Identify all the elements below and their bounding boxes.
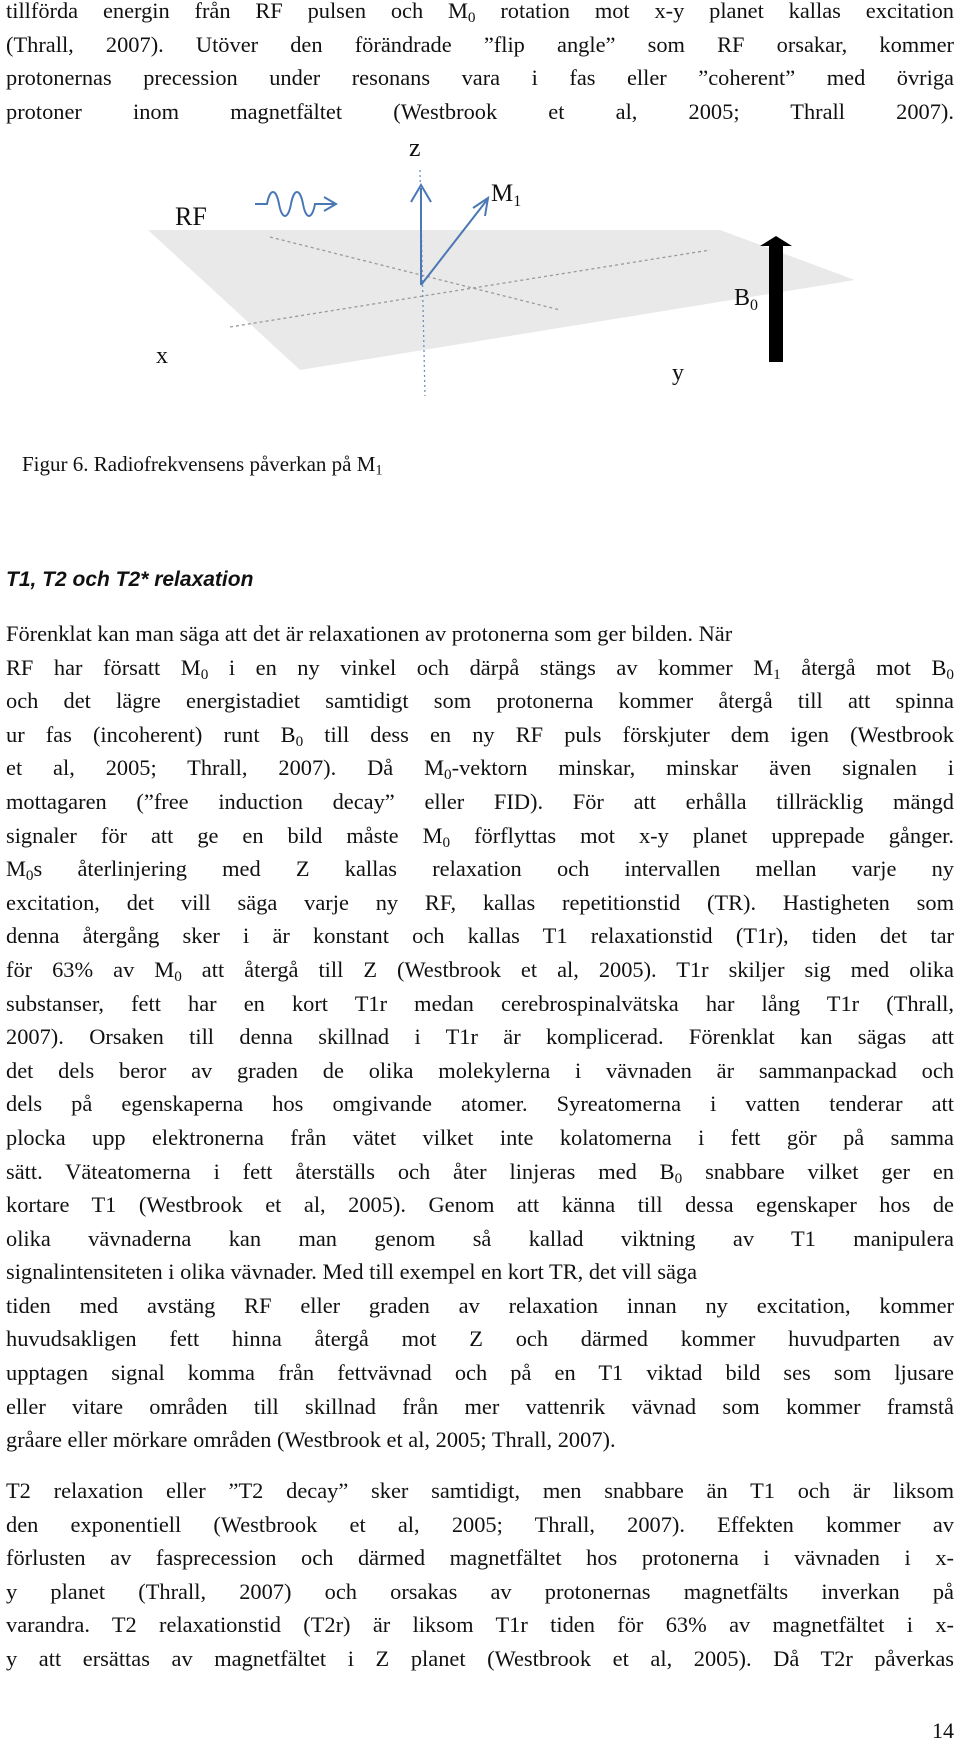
text-line: varandra. T2 relaxationstid (T2r) är liksom T1r tiden för 63% av magnetfältet i x- xyxy=(6,1612,954,1638)
text-line: signaler för att ge en bild måste $M_0$ förflyttas mot x-y planet upprepade gånger. xyxy=(6,822,954,851)
label-b0-sub: 0 xyxy=(750,297,759,314)
label-y: y xyxy=(672,360,684,386)
figure-rf-diagram xyxy=(0,130,960,420)
b0-arrowhead xyxy=(760,236,792,246)
label-m1: $M_1$ xyxy=(491,180,522,210)
text-line: 2007). Orsaken till denna skillnad i T1r är komplicerad. Förenklat kan sägas att xyxy=(6,1024,954,1050)
text-line: excitation, det vill säga varje ny RF, kallas repetitionstid (TR). Hastigheten som xyxy=(6,889,954,915)
text-line: Förenklat kan man säga att det är relaxationen av protonerna som ger bilden. När xyxy=(6,621,733,646)
text-line: $M_0s$ återlinjering med Z kallas relaxation och intervallen mellan varje ny xyxy=(6,856,954,884)
text-line: et al, 2005; Thrall, 2007). Då $M_0$-vektorn minskar, minskar även signalen i xyxy=(6,755,954,784)
subscript: 0 xyxy=(444,766,452,784)
subscript: 0 xyxy=(674,1169,683,1187)
label-z: z xyxy=(409,133,421,162)
subscript: 0 xyxy=(946,665,955,683)
text-line: signalintensiteten i olika vävnader. Med till exempel en kort TR, det vill säga xyxy=(6,1259,698,1285)
text-line: eller vitare områden till skillnad från mer vattenrik vävnad som kommer framstå xyxy=(6,1393,954,1419)
paragraph-t2 xyxy=(6,1474,954,1676)
paragraph-relaxation xyxy=(6,617,954,1457)
text-line: huvudsakligen fett hinna återgå mot Z och därmed kommer huvudparten av xyxy=(6,1326,954,1352)
figure-caption: Figur 6. Radiofrekvensens påverkan på $M_1$ xyxy=(22,452,383,479)
text-line: olika vävnaderna kan man genom så kallad viktning av T1 manipulera xyxy=(6,1225,954,1251)
subscript: 0 xyxy=(174,967,182,985)
text-line: ur fas (incoherent) runt $B_0$ till dess en ny RF puls förskjuter dem igen (Westbrook xyxy=(6,721,954,750)
subscript: 0 xyxy=(200,665,209,683)
rf-wave-icon xyxy=(255,192,335,216)
text-line: sätt. Väteatomerna i fett återställs och åter linjeras med $B_0$ snabbare vilket ger en xyxy=(6,1158,954,1187)
text-line: y att ersättas av magnetfältet i Z planet (Westbrook et al, 2005). Då T2r påverkas xyxy=(6,1645,954,1671)
subscript: 1 xyxy=(773,665,781,683)
page-number: 14 xyxy=(932,1718,954,1743)
label-rf: RF xyxy=(175,202,207,231)
label-b0: $B_0$ xyxy=(734,285,759,314)
paragraph-intro xyxy=(6,0,954,128)
subscript: 0 xyxy=(25,866,34,884)
text-line: dels på egenskaperna hos omgivande atomer. Syreatomerna i vatten tenderar att xyxy=(6,1091,954,1117)
text-line: och det lägre energistadiet samtidigt som protonerna kommer återgå till att spinna xyxy=(6,688,954,714)
text-line: upptagen signal komma från fettvävnad och på en T1 viktad bild ses som ljusare xyxy=(6,1360,954,1386)
label-m1-sub: 1 xyxy=(513,193,522,210)
text-line: den exponentiell (Westbrook et al, 2005; Thrall, 2007). Effekten kommer av xyxy=(6,1511,954,1537)
text-line: y planet (Thrall, 2007) och orsakas av protonernas magnetfälts inverkan på xyxy=(6,1578,954,1604)
subscript: 0 xyxy=(442,833,451,851)
text-line: substanser, fett har en kort T1r medan cerebrospinalvätska har lång T1r (Thrall, xyxy=(6,990,954,1016)
text-line: protoner inom magnetfältet (Westbrook et al, 2005; Thrall 2007). xyxy=(6,98,954,124)
text-line: det dels beror av graden de olika molekylerna i vävnaden är sammanpackad och xyxy=(6,1057,954,1083)
caption-sub: 1 xyxy=(375,462,383,479)
subscript: 0 xyxy=(295,732,304,750)
label-x: x xyxy=(156,343,168,369)
text-line: plocka upp elektronerna från vätet vilket inte kolatomerna i fett gör på samma xyxy=(6,1124,954,1150)
text-line: mottagaren (”free induction decay” eller FID). För att erhålla tillräcklig mängd xyxy=(6,788,954,814)
text-line: gråare eller mörkare områden (Westbrook et al, 2005; Thrall, 2007). xyxy=(6,1427,616,1453)
text-line: tiden med avstäng RF eller graden av relaxation innan ny excitation, kommer xyxy=(6,1292,954,1318)
text-line: protonernas precession under resonans vara i fas eller ”coherent” med övriga xyxy=(6,65,954,91)
text-line: T2 relaxation eller ”T2 decay” sker samtidigt, men snabbare än T1 och är liksom xyxy=(6,1478,954,1503)
text-line: denna återgång sker i är konstant och kallas T1 relaxationstid (T1r), tiden det tar xyxy=(6,923,954,949)
section-heading: T1, T2 och T2* relaxation xyxy=(6,568,254,591)
subscript: 0 xyxy=(467,8,476,26)
text-line: förlusten av fasprecession och därmed magnetfältet hos protonerna i vävnaden i x- xyxy=(6,1545,954,1571)
text-line: för 63% av $M_0$ att återgå till Z (Westbrook et al, 2005). T1r skiljer sig med olika xyxy=(6,956,954,985)
text-line: RF har försatt $M_0$ i en ny vinkel och därpå stängs av kommer $M_1$ återgå mot $B_0$ xyxy=(6,654,955,683)
text-line: kortare T1 (Westbrook et al, 2005). Genom att känna till dessa egenskaper hos de xyxy=(6,1192,954,1218)
text-line: (Thrall, 2007). Utöver den förändrade ”flip angle” som RF orsakar, kommer xyxy=(6,31,954,57)
text-line: tillförda energin från RF pulsen och $M_0$ rotation mot x-y planet kallas excitation xyxy=(6,0,954,26)
